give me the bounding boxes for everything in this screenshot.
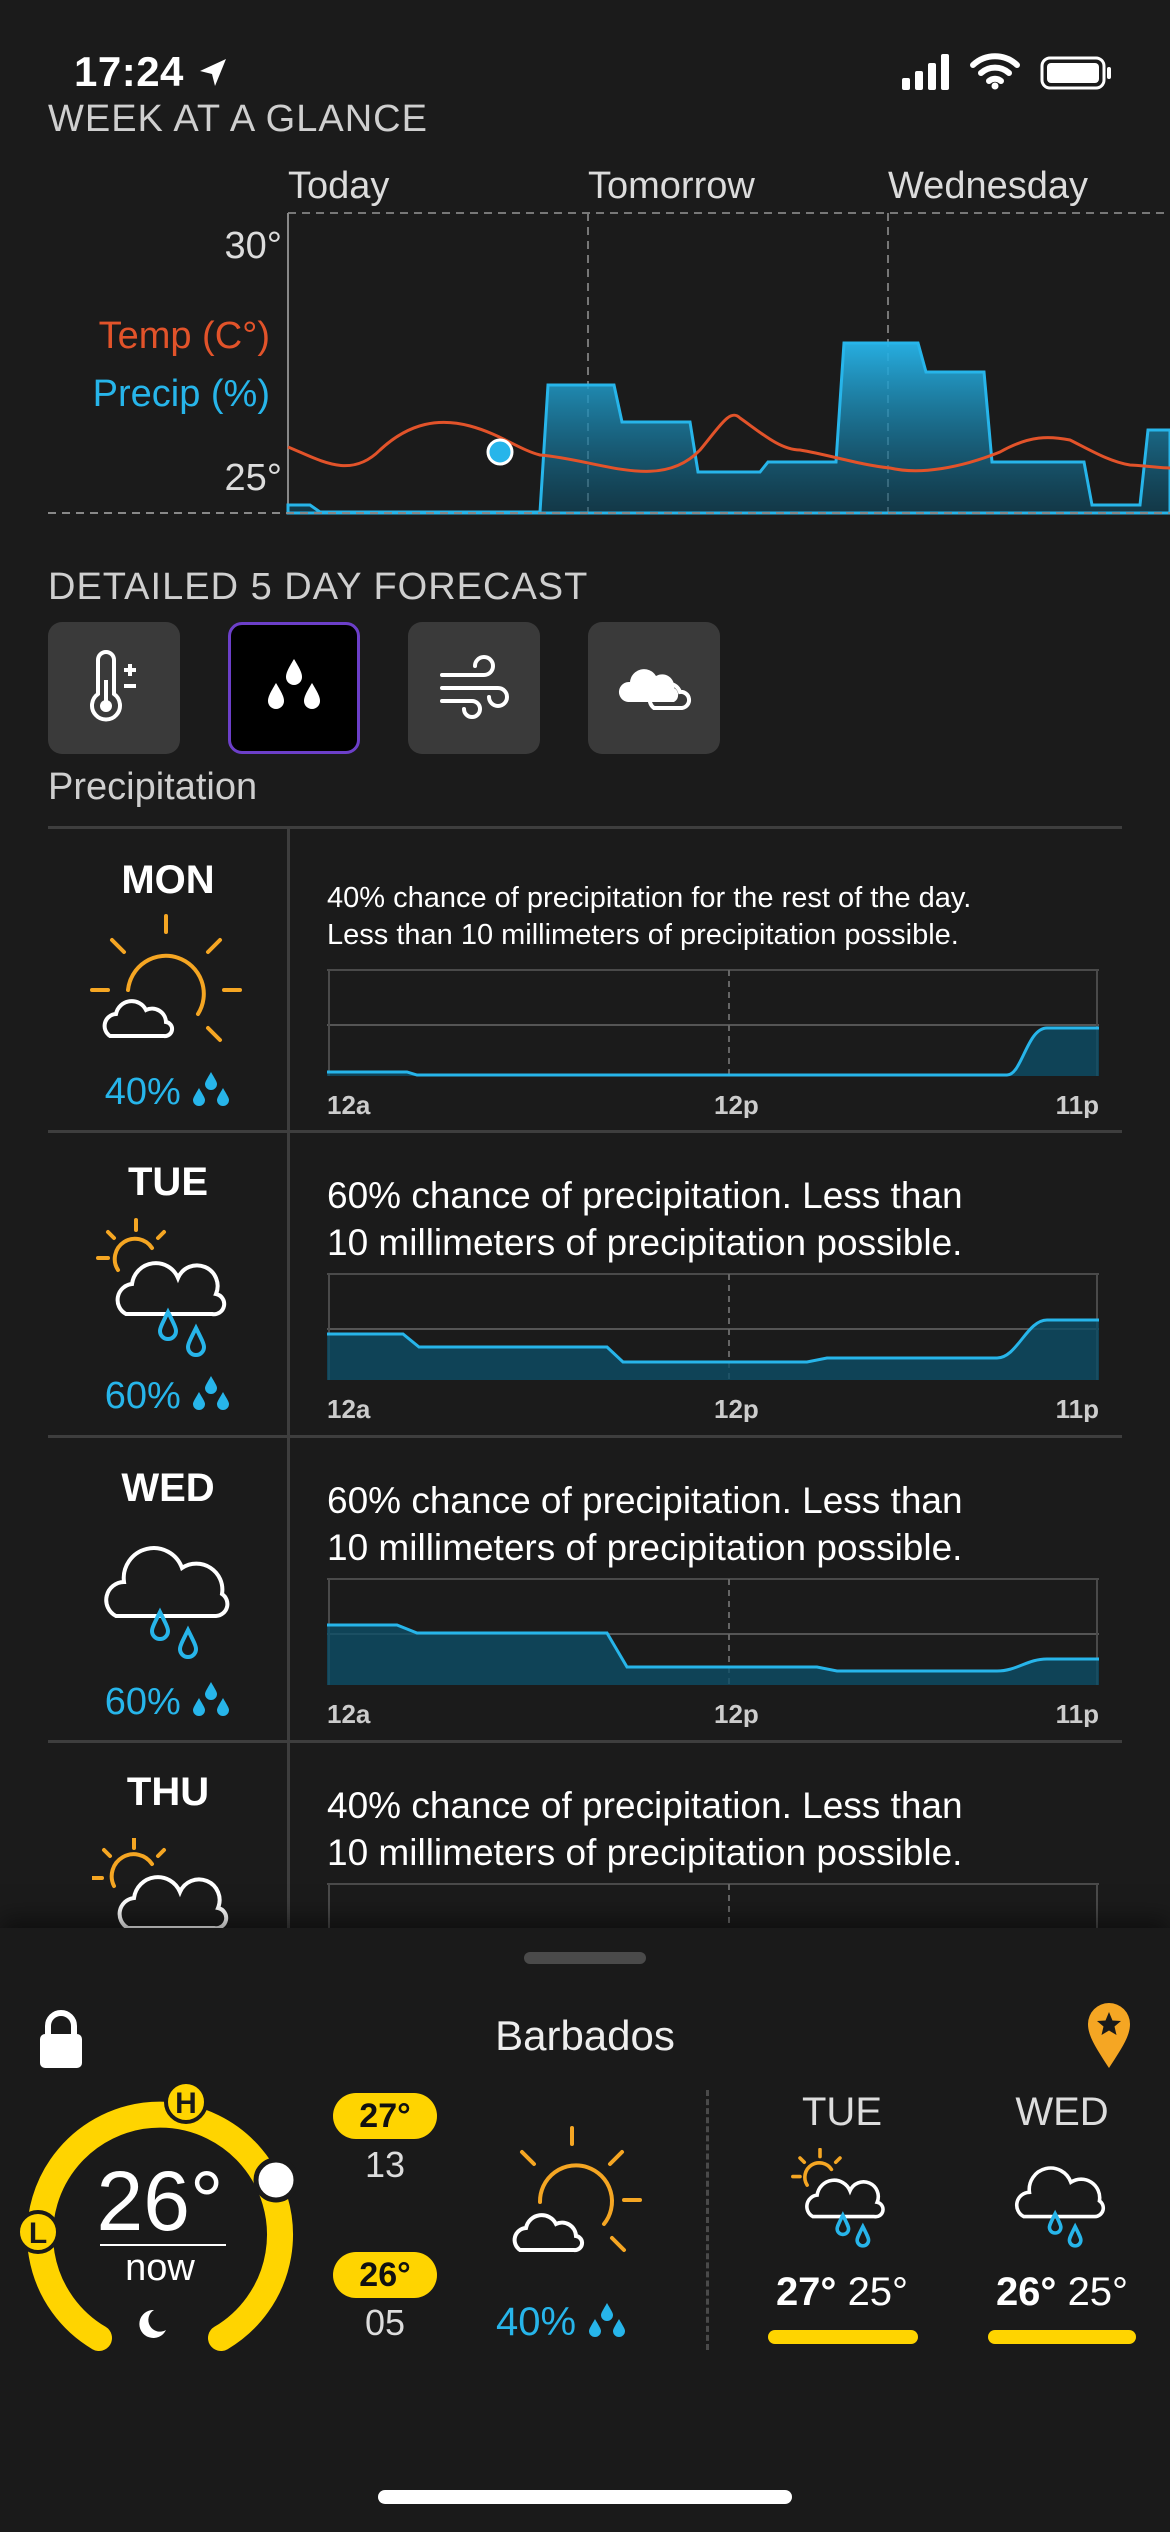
- active-mode-label: Precipitation: [48, 766, 258, 808]
- svg-text:12p: 12p: [714, 1394, 759, 1422]
- cloud-rain-icon: [96, 1520, 246, 1660]
- forecast-range-bar-wed: [988, 2330, 1136, 2344]
- wind-mode-button[interactable]: [408, 622, 540, 754]
- y-label-min: 25°: [224, 457, 282, 499]
- day-name-mon: MON: [121, 858, 215, 902]
- sun-cloud-icon: [88, 912, 248, 1052]
- svg-text:12p: 12p: [714, 1090, 759, 1118]
- forecast-day-wed: WED: [1015, 2090, 1109, 2134]
- signal-icon: [902, 54, 950, 90]
- cloud-rain-icon: [1008, 2148, 1118, 2248]
- raindrops-icon: [191, 1070, 231, 1108]
- day-precip-mon: 40%: [48, 1070, 288, 1114]
- day-label-wednesday: Wednesday: [888, 165, 1088, 207]
- sun-cloud-rain-icon: [790, 2148, 900, 2248]
- sheet-drag-handle[interactable]: [524, 1952, 646, 1964]
- sun-cloud-icon: [500, 2126, 650, 2266]
- day-desc-thu: 40% chance of precipitation. Less than 10 millimeters of precipitation possible.: [327, 1785, 963, 1873]
- forecast-divider: [706, 2090, 709, 2350]
- sun-cloud-rain-icon: [96, 1218, 246, 1358]
- home-indicator[interactable]: [378, 2490, 792, 2504]
- mini-chart-wed: [327, 1577, 1099, 1727]
- svg-text:12a: 12a: [327, 1090, 371, 1118]
- precipitation-mode-button[interactable]: [228, 622, 360, 754]
- forecast-temp-wed: 26° 25°: [995, 2270, 1129, 2314]
- raindrops-icon: [191, 1374, 231, 1412]
- mini-chart-thu: [327, 1882, 1099, 1932]
- detail-title: DETAILED 5 DAY FORECAST: [48, 566, 589, 608]
- location-arrow-icon: [196, 56, 230, 90]
- svg-text:11p: 11p: [1055, 1394, 1099, 1422]
- current-precip: 40%: [496, 2300, 627, 2345]
- mini-chart-tue: [327, 1272, 1099, 1422]
- temperature-mode-button[interactable]: [48, 622, 180, 754]
- raindrops-icon: [259, 653, 329, 723]
- svg-text:L: L: [28, 2217, 48, 2250]
- battery-icon: [1040, 56, 1112, 90]
- current-time-marker: [488, 440, 512, 464]
- week-chart[interactable]: [0, 150, 1170, 530]
- svg-text:11p: 11p: [1055, 1090, 1099, 1118]
- raindrops-icon: [587, 2301, 627, 2339]
- now-label: now: [125, 2247, 195, 2289]
- day-name-thu: THU: [126, 1770, 210, 1814]
- svg-text:12a: 12a: [327, 1699, 371, 1727]
- low-temp-time: 05: [364, 2302, 406, 2343]
- sun-cloud-icon: [92, 1838, 252, 1938]
- legend-temp: Temp (C°): [98, 315, 270, 357]
- day-name-wed: WED: [121, 1466, 215, 1510]
- thermometer-icon: [76, 650, 152, 726]
- detail-mode-toolbar: [48, 622, 720, 754]
- day-name-tue: TUE: [128, 1160, 208, 1204]
- day-precip-wed: 60%: [48, 1680, 288, 1724]
- high-temp-time: 13: [364, 2144, 406, 2185]
- day-label-tomorrow: Tomorrow: [588, 165, 755, 207]
- svg-text:12a: 12a: [327, 1394, 371, 1422]
- wifi-icon: [970, 52, 1020, 90]
- raindrops-icon: [191, 1680, 231, 1718]
- legend-precip: Precip (%): [92, 373, 270, 415]
- location-name: Barbados: [495, 2012, 675, 2059]
- forecast-temp-tue: 27° 25°: [775, 2270, 909, 2314]
- current-temp: 26°: [96, 2154, 224, 2248]
- y-label-max: 30°: [224, 225, 282, 267]
- svg-text:H: H: [175, 2087, 197, 2120]
- day-desc-wed: 60% chance of precipitation. Less than 10 millimeters of precipitation possible.: [327, 1480, 963, 1568]
- status-time: 17:24: [74, 48, 230, 96]
- now-marker: [256, 2160, 296, 2200]
- low-temp-pill: 26°: [333, 2252, 437, 2298]
- high-temp-pill: 27°: [333, 2093, 437, 2139]
- day-desc-mon: 40% chance of precipitation for the rest of the day. Less than 10 millimeters of precipitation possible.: [327, 882, 972, 951]
- location-pin-icon[interactable]: [1086, 2002, 1132, 2070]
- cloud-icon: [614, 658, 694, 718]
- mini-chart-mon: [327, 968, 1099, 1118]
- cloud-cover-mode-button[interactable]: [588, 622, 720, 754]
- forecast-day-tue: TUE: [802, 2090, 882, 2134]
- moon-icon: [139, 2310, 166, 2338]
- day-desc-tue: 60% chance of precipitation. Less than 10 millimeters of precipitation possible.: [327, 1175, 963, 1263]
- svg-text:12p: 12p: [714, 1699, 759, 1727]
- day-precip-tue: 60%: [48, 1374, 288, 1418]
- current-temp-gauge[interactable]: [20, 2080, 300, 2360]
- svg-text:11p: 11p: [1055, 1699, 1099, 1727]
- precip-area: [288, 343, 1170, 513]
- forecast-range-bar-tue: [768, 2330, 918, 2344]
- week-title: WEEK AT A GLANCE: [48, 98, 428, 140]
- wind-icon: [436, 653, 512, 723]
- day-label-today: Today: [288, 165, 390, 207]
